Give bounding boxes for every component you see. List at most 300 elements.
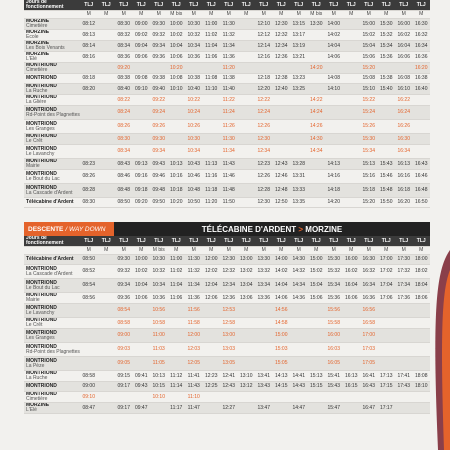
- departure-time: 09:41: [133, 371, 151, 382]
- departure-time: 08:13: [80, 30, 98, 41]
- departure-time: [308, 184, 326, 198]
- departure-time: 12:00: [203, 255, 221, 265]
- departure-time: [98, 120, 116, 134]
- departure-time: 12:06: [203, 293, 221, 304]
- stop-name: MONTRIOND Mairie: [24, 159, 80, 170]
- departure-time: 09:30: [150, 134, 168, 145]
- day-code: TLJ: [168, 0, 186, 11]
- table-row: [24, 145, 430, 159]
- bus-code: M bis: [150, 247, 168, 255]
- departure-time: 10:48: [185, 184, 203, 198]
- departure-time: [395, 357, 413, 371]
- departure-time: 09:40: [150, 84, 168, 95]
- table-row: [24, 63, 430, 74]
- departure-time: 14:04: [273, 279, 291, 293]
- departure-time: 15:18: [360, 184, 378, 198]
- departure-time: [238, 74, 256, 84]
- departure-time: 10:16: [168, 170, 186, 184]
- departure-time: 17:32: [395, 265, 413, 279]
- way-text: / WAY DOWN: [65, 225, 106, 233]
- departure-time: 10:30: [185, 19, 203, 30]
- departure-time: 13:30: [308, 19, 326, 30]
- departure-time: [395, 304, 413, 318]
- departure-time: 14:43: [290, 382, 308, 392]
- departure-time: 15:41: [325, 371, 343, 382]
- stop-name: MORZINE L'Elé: [24, 52, 80, 63]
- departure-time: 14:00: [325, 19, 343, 30]
- departure-time: [255, 329, 273, 343]
- departure-time: 09:43: [150, 159, 168, 170]
- departure-time: 09:32: [150, 30, 168, 41]
- departure-time: 11:04: [168, 279, 186, 293]
- departure-time: [413, 120, 431, 134]
- departure-time: [395, 403, 413, 414]
- departure-time: [308, 392, 326, 403]
- departure-time: [238, 134, 256, 145]
- departure-time: 12:10: [255, 19, 273, 30]
- departure-time: [343, 134, 361, 145]
- departure-time: [290, 145, 308, 159]
- bus-code: M: [185, 247, 203, 255]
- bus-code: M: [255, 11, 273, 19]
- departure-time: [203, 403, 221, 414]
- departure-time: [343, 52, 361, 63]
- departure-time: 14:13: [273, 371, 291, 382]
- departure-time: 16:30: [395, 134, 413, 145]
- departure-time: 15:58: [325, 318, 343, 329]
- departure-time: 16:43: [360, 382, 378, 392]
- departure-time: [255, 392, 273, 403]
- departure-time: 10:18: [168, 184, 186, 198]
- departure-time: [395, 392, 413, 403]
- departure-time: 16:13: [395, 159, 413, 170]
- departure-time: 18:08: [413, 371, 431, 382]
- departure-time: 12:36: [220, 293, 238, 304]
- departure-time: 13:02: [238, 265, 256, 279]
- departure-time: 16:47: [360, 403, 378, 414]
- departure-time: 12:04: [203, 279, 221, 293]
- departure-time: 14:06: [325, 52, 343, 63]
- bus-code: M: [98, 247, 116, 255]
- bus-code: M: [343, 247, 361, 255]
- departure-time: [308, 198, 326, 208]
- departure-time: 11:00: [150, 329, 168, 343]
- departure-time: 17:02: [378, 265, 396, 279]
- departure-time: 09:20: [115, 63, 133, 74]
- departure-time: [378, 318, 396, 329]
- departure-time: 08:56: [80, 293, 98, 304]
- departure-time: 15:13: [360, 159, 378, 170]
- departure-time: [325, 95, 343, 106]
- departure-time: 13:43: [255, 382, 273, 392]
- departure-time: 13:32: [255, 265, 273, 279]
- departure-time: 09:16: [133, 170, 151, 184]
- departure-time: 12:30: [255, 198, 273, 208]
- departure-time: [133, 392, 151, 403]
- departure-time: [203, 343, 221, 357]
- table-row: [24, 95, 430, 106]
- departure-time: 12:23: [203, 371, 221, 382]
- table-row: [24, 279, 430, 293]
- departure-time: [238, 120, 256, 134]
- departure-time: [308, 52, 326, 63]
- departure-time: [255, 63, 273, 74]
- departure-time: 10:24: [185, 106, 203, 120]
- departure-time: 09:00: [133, 19, 151, 30]
- departure-time: 14:20: [325, 198, 343, 208]
- departure-time: [98, 318, 116, 329]
- departure-time: [308, 159, 326, 170]
- departure-time: 08:18: [80, 74, 98, 84]
- stop-name: MORZINE L'Elé: [24, 403, 80, 414]
- day-code: TLJ: [255, 0, 273, 11]
- departure-time: 15:36: [325, 293, 343, 304]
- departure-time: [168, 392, 186, 403]
- departure-time: [98, 357, 116, 371]
- departure-time: [98, 95, 116, 106]
- departure-time: 10:34: [185, 41, 203, 52]
- departure-time: 09:17: [115, 382, 133, 392]
- departure-time: 18:00: [413, 255, 431, 265]
- day-code: TLJ: [203, 236, 221, 247]
- stop-name: MONTRIOND Le Bout du Lac: [24, 279, 80, 293]
- departure-time: 11:58: [185, 318, 203, 329]
- departure-time: [290, 134, 308, 145]
- stop-name: MORZINE Ecole: [24, 30, 80, 41]
- departure-time: 12:32: [273, 30, 291, 41]
- departure-time: 15:06: [308, 293, 326, 304]
- departure-time: 16:30: [413, 19, 431, 30]
- departure-time: 11:34: [220, 41, 238, 52]
- departure-time: [80, 318, 98, 329]
- day-code: TLJ: [115, 0, 133, 11]
- departure-time: [290, 95, 308, 106]
- departure-time: [220, 392, 238, 403]
- departure-time: 15:24: [360, 106, 378, 120]
- departure-time: [168, 318, 186, 329]
- departure-time: [290, 357, 308, 371]
- day-code: TLJ: [238, 0, 256, 11]
- departure-time: [378, 357, 396, 371]
- departure-time: 14:36: [290, 293, 308, 304]
- table-row: [24, 184, 430, 198]
- day-code-row: [24, 236, 430, 247]
- departure-time: 14:02: [273, 265, 291, 279]
- departure-time: [378, 120, 396, 134]
- departure-time: 16:15: [343, 382, 361, 392]
- departure-time: [378, 145, 396, 159]
- departure-time: 15:43: [378, 159, 396, 170]
- stop-name: MONTRIOND La Cascade d'Ardent: [24, 184, 80, 198]
- departure-time: [343, 30, 361, 41]
- header-label: Jours de fonctionnement: [24, 0, 80, 11]
- departure-time: 16:32: [360, 265, 378, 279]
- departure-time: 10:22: [185, 95, 203, 106]
- departure-time: 14:47: [290, 403, 308, 414]
- departure-time: [308, 41, 326, 52]
- departure-time: 14:08: [325, 74, 343, 84]
- departure-time: 09:34: [150, 41, 168, 52]
- departure-time: 11:48: [220, 184, 238, 198]
- departure-time: 11:03: [150, 343, 168, 357]
- departure-time: 11:32: [220, 30, 238, 41]
- departure-time: [343, 198, 361, 208]
- departure-time: [343, 357, 361, 371]
- departure-time: 14:20: [308, 63, 326, 74]
- departure-time: 15:30: [378, 19, 396, 30]
- bus-code: M: [238, 11, 256, 19]
- departure-time: 13:00: [220, 329, 238, 343]
- departure-time: 13:10: [238, 371, 256, 382]
- departure-time: 15:00: [360, 19, 378, 30]
- bus-code: M: [290, 11, 308, 19]
- table-row: [24, 343, 430, 357]
- departure-time: 14:16: [325, 170, 343, 184]
- day-code: TLJ: [360, 0, 378, 11]
- departure-time: [255, 343, 273, 357]
- stop-name: Télécabine d'Ardent: [24, 198, 80, 208]
- departure-time: [98, 106, 116, 120]
- departure-time: [273, 403, 291, 414]
- stop-name: MONTRIOND Rd-Point des Plagnettes: [26, 106, 80, 118]
- departure-time: 14:24: [308, 106, 326, 120]
- departure-time: [255, 304, 273, 318]
- departure-time: [343, 318, 361, 329]
- decorative-curve: [428, 250, 450, 450]
- departure-time: 11:18: [203, 184, 221, 198]
- bus-code: M: [413, 247, 431, 255]
- departure-time: 08:20: [80, 84, 98, 95]
- departure-time: 10:56: [150, 304, 168, 318]
- departure-time: 15:30: [325, 255, 343, 265]
- departure-time: 12:43: [273, 159, 291, 170]
- departure-time: 15:00: [273, 329, 291, 343]
- departure-time: [98, 343, 116, 357]
- departure-time: 12:30: [255, 134, 273, 145]
- departure-time: 17:00: [360, 329, 378, 343]
- departure-time: [133, 95, 151, 106]
- departure-time: 10:26: [185, 120, 203, 134]
- departure-time: [203, 145, 221, 159]
- departure-time: 10:36: [150, 293, 168, 304]
- route-to: MORZINE: [305, 224, 343, 234]
- departure-time: 09:13: [133, 159, 151, 170]
- departure-time: [238, 304, 256, 318]
- departure-time: [238, 19, 256, 30]
- departure-time: [98, 134, 116, 145]
- departure-time: [273, 95, 291, 106]
- departure-time: 10:04: [168, 41, 186, 52]
- departure-time: [378, 304, 396, 318]
- bus-code: M: [395, 11, 413, 19]
- departure-time: [395, 63, 413, 74]
- departure-time: [290, 392, 308, 403]
- departure-time: 13:15: [290, 19, 308, 30]
- departure-time: 13:41: [255, 371, 273, 382]
- departure-time: 16:34: [360, 279, 378, 293]
- departure-time: 16:22: [395, 95, 413, 106]
- departure-time: 16:41: [360, 371, 378, 382]
- departure-time: 09:34: [150, 145, 168, 159]
- departure-time: 10:10: [168, 84, 186, 95]
- departure-time: 09:10: [80, 392, 98, 403]
- departure-time: [238, 184, 256, 198]
- departure-time: 14:58: [273, 318, 291, 329]
- departure-time: 12:16: [255, 52, 273, 63]
- departure-time: 12:12: [255, 30, 273, 41]
- departure-time: 10:46: [185, 170, 203, 184]
- departure-time: 12:32: [220, 265, 238, 279]
- departure-time: 15:50: [378, 198, 396, 208]
- departure-time: [378, 329, 396, 343]
- bus-code: M: [115, 247, 133, 255]
- departure-time: 17:30: [395, 255, 413, 265]
- departure-time: 10:30: [150, 255, 168, 265]
- departure-time: [168, 145, 186, 159]
- table-row: [24, 84, 430, 95]
- departure-time: 17:06: [378, 293, 396, 304]
- departure-time: 17:05: [360, 357, 378, 371]
- table-row: [24, 392, 430, 403]
- departure-time: [203, 357, 221, 371]
- bus-code: M bis: [168, 11, 186, 19]
- departure-time: [273, 106, 291, 120]
- down-timetable: [24, 236, 430, 414]
- departure-time: 08:50: [80, 255, 98, 265]
- departure-time: 15:32: [325, 265, 343, 279]
- departure-time: 15:04: [308, 279, 326, 293]
- departure-time: 14:30: [308, 134, 326, 145]
- departure-time: [98, 279, 116, 293]
- day-code: TLJ: [255, 236, 273, 247]
- departure-time: 10:00: [168, 19, 186, 30]
- departure-time: 13:00: [238, 255, 256, 265]
- departure-time: 10:20: [168, 63, 186, 74]
- departure-time: [203, 95, 221, 106]
- departure-time: 11:17: [168, 403, 186, 414]
- departure-time: [238, 392, 256, 403]
- departure-time: [238, 318, 256, 329]
- departure-time: 10:38: [185, 74, 203, 84]
- departure-time: 12:24: [255, 106, 273, 120]
- table-row: [24, 170, 430, 184]
- departure-time: [378, 392, 396, 403]
- departure-time: 11:14: [168, 382, 186, 392]
- departure-time: 16:20: [395, 198, 413, 208]
- departure-time: 11:36: [185, 293, 203, 304]
- stop-name: MONTRIOND La Glière: [24, 95, 80, 106]
- day-code: TLJ: [150, 0, 168, 11]
- bus-code: M: [378, 11, 396, 19]
- departure-time: [343, 343, 361, 357]
- departure-time: 16:38: [413, 74, 431, 84]
- departure-time: 11:10: [203, 84, 221, 95]
- departure-time: [133, 304, 151, 318]
- day-code: TLJ: [325, 0, 343, 11]
- departure-time: 17:41: [395, 371, 413, 382]
- departure-time: [290, 329, 308, 343]
- departure-time: [343, 41, 361, 52]
- departure-time: 16:08: [395, 74, 413, 84]
- bus-code: M: [115, 11, 133, 19]
- departure-time: 12:18: [255, 74, 273, 84]
- route-from: TÉLÉCABINE D'ARDENT: [201, 224, 297, 234]
- departure-time: [343, 19, 361, 30]
- day-code: TLJ: [395, 0, 413, 11]
- departure-time: 11:08: [203, 74, 221, 84]
- departure-time: 11:26: [220, 120, 238, 134]
- departure-time: 14:41: [290, 371, 308, 382]
- departure-time: 14:18: [325, 184, 343, 198]
- departure-time: 12:53: [220, 304, 238, 318]
- stop-name: MONTRIOND Le Lavanchy: [24, 304, 80, 318]
- departure-time: 11:12: [168, 371, 186, 382]
- departure-time: [325, 134, 343, 145]
- departure-time: [413, 134, 431, 145]
- departure-time: 14:26: [308, 120, 326, 134]
- departure-time: [238, 329, 256, 343]
- departure-time: 10:58: [150, 318, 168, 329]
- departure-time: [98, 30, 116, 41]
- departure-time: 09:00: [80, 382, 98, 392]
- departure-time: 09:32: [115, 265, 133, 279]
- departure-time: 13:30: [255, 255, 273, 265]
- departure-time: 08:50: [115, 198, 133, 208]
- departure-time: [98, 371, 116, 382]
- departure-time: 11:34: [185, 279, 203, 293]
- departure-time: 09:48: [150, 184, 168, 198]
- departure-time: 17:36: [395, 293, 413, 304]
- departure-time: [133, 318, 151, 329]
- departure-time: 11:47: [185, 403, 203, 414]
- departure-time: 16:00: [325, 329, 343, 343]
- departure-time: 08:34: [115, 145, 133, 159]
- departure-time: 16:46: [413, 170, 431, 184]
- departure-time: [133, 120, 151, 134]
- departure-time: 10:36: [185, 52, 203, 63]
- stop-name: MORZINE Les Bois Venants: [24, 41, 80, 52]
- departure-time: 09:30: [115, 255, 133, 265]
- stop-name: MONTRIOND Le Bout du Lac: [24, 170, 80, 184]
- departure-time: 08:26: [80, 170, 98, 184]
- departure-time: [203, 318, 221, 329]
- departure-time: [378, 95, 396, 106]
- departure-time: 13:36: [255, 293, 273, 304]
- departure-time: 12:30: [273, 19, 291, 30]
- departure-time: 09:46: [150, 170, 168, 184]
- departure-time: 13:03: [220, 343, 238, 357]
- day-code: TLJ: [343, 236, 361, 247]
- departure-time: 12:34: [220, 279, 238, 293]
- departure-time: 18:02: [413, 265, 431, 279]
- departure-time: [343, 170, 361, 184]
- departure-time: 12:14: [255, 41, 273, 52]
- departure-time: 11:30: [220, 19, 238, 30]
- table-row: [24, 329, 430, 343]
- day-code: TLJ: [413, 0, 431, 11]
- departure-time: 12:02: [203, 265, 221, 279]
- departure-time: [308, 170, 326, 184]
- departure-time: 12:36: [273, 52, 291, 63]
- departure-time: 12:30: [220, 255, 238, 265]
- bus-code: M bis: [308, 11, 326, 19]
- departure-time: 10:30: [185, 134, 203, 145]
- departure-time: [150, 63, 168, 74]
- departure-time: 08:58: [115, 318, 133, 329]
- bus-code: M: [308, 247, 326, 255]
- departure-time: 08:24: [115, 106, 133, 120]
- departure-time: [98, 304, 116, 318]
